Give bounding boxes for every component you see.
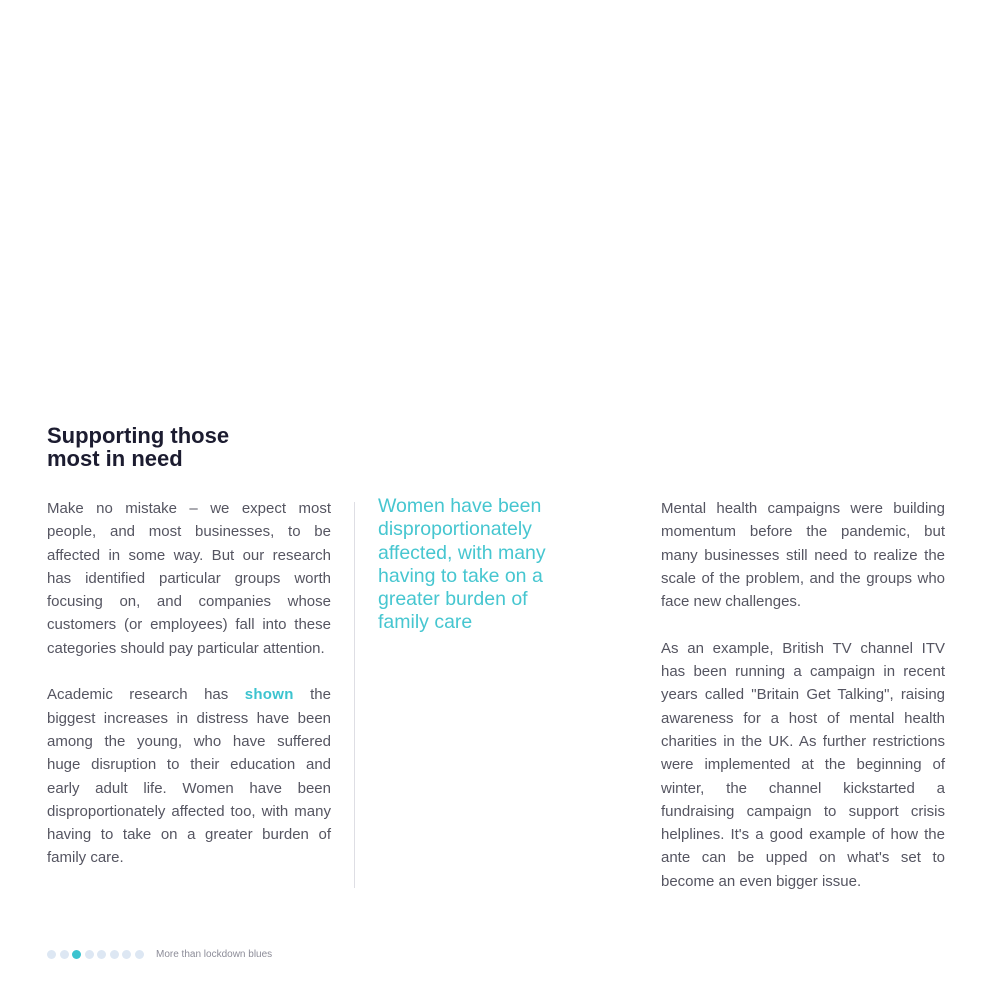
left-paragraph-2-end: the biggest increases in distress have been among the young, who have suffered huge disruption to their education and early adult life. Women have been disproportionately affected too, with many having to take on a greater burden of family care. [47,686,331,867]
page-dot[interactable] [85,950,94,959]
page-dot[interactable] [122,950,131,959]
page-footer [47,948,272,960]
page-dot[interactable] [135,950,144,959]
page-dot[interactable] [47,950,56,959]
footer-section-label: More than lockdown blues [156,948,273,960]
right-paragraph-1: Mental health campaigns were building momentum before the pandemic, but many businesses still need to realize the scale of the problem, and the groups who face new challenges. [661,500,945,611]
column-divider [354,502,355,888]
section-heading-line-2: most in need [47,446,183,471]
left-text-column [47,497,331,893]
shown-link[interactable]: shown [244,686,294,704]
left-paragraph-1: Make no mistake – we expect most people, and most businesses, to be affected in some way. But our research has identified particular groups worth focusing on, and companies whose customers (or employees) fall into these categories should pay particular attention. [47,500,331,657]
left-paragraph-2-start: Academic research has [47,686,245,704]
right-text-column [661,497,945,916]
page-dot[interactable] [97,950,106,959]
section-heading-line-1: Supporting those [47,423,230,448]
section-heading [47,424,307,470]
left-paragraph-2 [47,683,331,869]
page-dot[interactable] [110,950,119,959]
pull-quote: Women have been disproportionately affected, with many having to take on a greater burden of family care [378,495,546,634]
right-paragraph-2: As an example, British TV channel ITV has been running a campaign in recent years called "Britain Get Talking", raising awareness for a host of mental health charities in the UK. As further restrictions were implemented at the beginning of winter, the channel kickstarted a fundraising campaign to support crisis helplines. It's a good example of how the ante can be upped on what's set to become an even bigger issue. [661,639,945,890]
page-indicator [47,950,147,959]
page-dot-current[interactable] [72,950,81,959]
page-dot[interactable] [60,950,69,959]
